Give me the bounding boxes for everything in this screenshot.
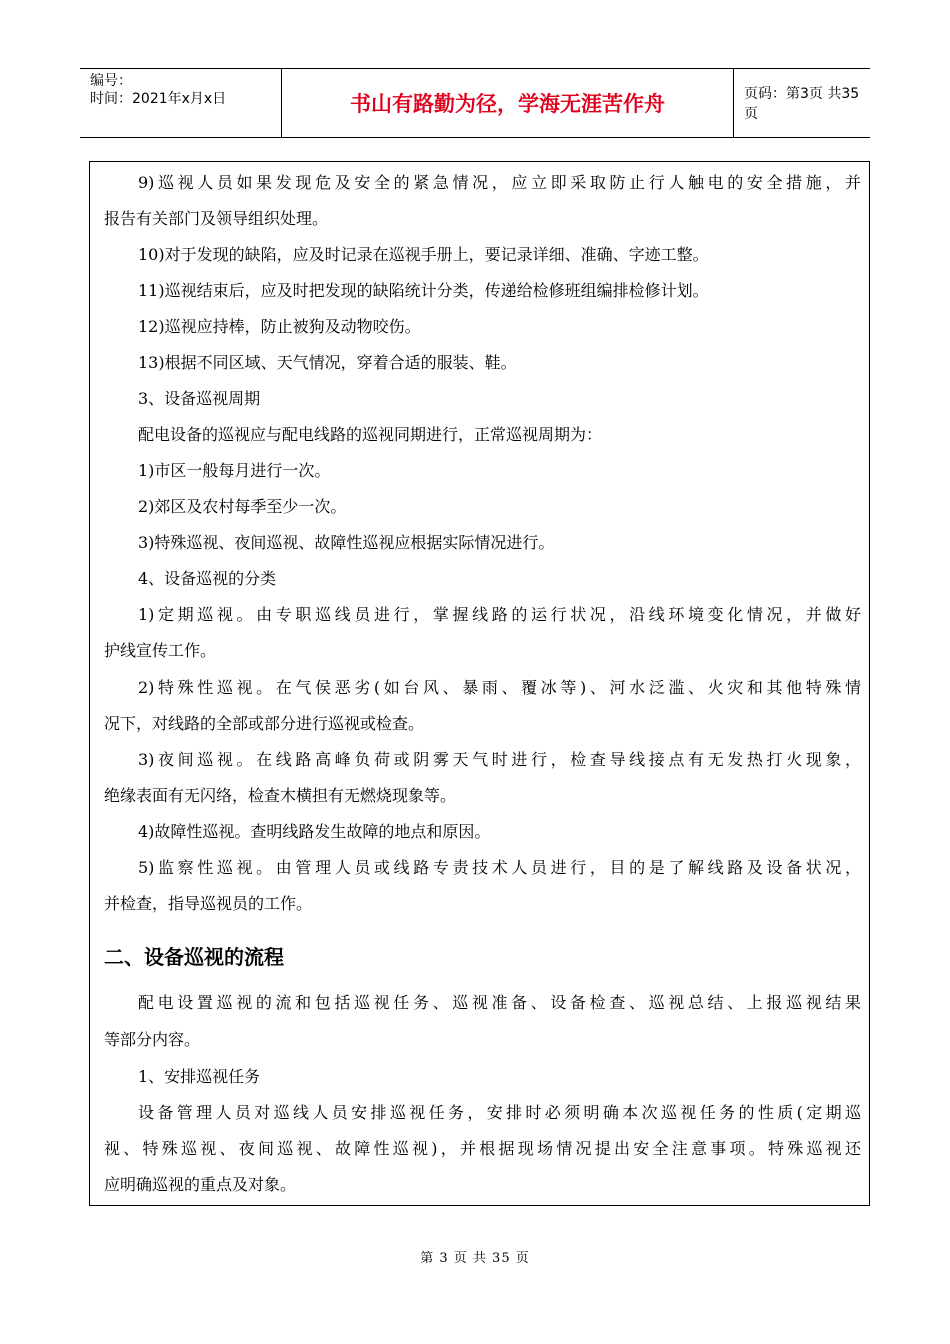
- paragraph: 配电设置巡视的流和包括巡视任务、巡视准备、设备检查、巡视总结、上报巡视结果: [138, 993, 861, 1012]
- doc-time: 时间：2021年x月x日: [90, 91, 227, 107]
- section-heading: 4、设备巡视的分类: [138, 569, 277, 588]
- list-item: 1)定期巡视。由专职巡线员进行，掌握线路的运行状况，沿线环境变化情况，并做好: [138, 605, 861, 624]
- list-item: 护线宣传工作。: [104, 641, 217, 660]
- paragraph: 等部分内容。: [104, 1030, 201, 1049]
- list-item: 并检查，指导巡视员的工作。: [104, 894, 313, 913]
- list-item: 况下，对线路的全部或部分进行巡视或检查。: [104, 714, 425, 733]
- header-meta: [80, 69, 281, 137]
- paragraph: 13)根据不同区域、天气情况，穿着合适的服装、鞋。: [138, 353, 517, 372]
- paragraph: 10)对于发现的缺陷，应及时记录在巡视手册上，要记录详细、准确、字迹工整。: [138, 245, 709, 264]
- paragraph: 11)巡视结束后，应及时把发现的缺陷统计分类，传递给检修班组编排检修计划。: [138, 281, 709, 300]
- doc-code-label: 编号：: [90, 73, 132, 89]
- list-item: 绝缘表面有无闪络，检查木横担有无燃烧现象等。: [104, 786, 457, 805]
- page-footer: 第 3 页 共 35 页: [420, 1251, 530, 1266]
- list-item: 5)监察性巡视。由管理人员或线路专责技术人员进行，目的是了解线路及设备状况，: [138, 858, 861, 877]
- paragraph: 报告有关部门及领导组织处理。: [104, 209, 329, 228]
- list-item: 4)故障性巡视。查明线路发生故障的地点和原因。: [138, 822, 491, 841]
- header-page-info: 页码：第3页 共35页: [744, 86, 860, 122]
- list-item: 1)市区一般每月进行一次。: [138, 461, 331, 480]
- paragraph: 9)巡视人员如果发现危及安全的紧急情况，应立即采取防止行人触电的安全措施，并: [138, 173, 861, 192]
- list-item: 3)夜间巡视。在线路高峰负荷或阴雾天气时进行，检查导线接点有无发热打火现象，: [138, 750, 861, 769]
- header-motto: 书山有路勤为径，学海无涯苦作舟: [281, 69, 734, 137]
- paragraph: 应明确巡视的重点及对象。: [104, 1175, 297, 1194]
- section-heading: 3、设备巡视周期: [138, 389, 261, 408]
- paragraph: 配电设备的巡视应与配电线路的巡视同期进行，正常巡视周期为：: [138, 425, 603, 444]
- page-header: [80, 68, 870, 138]
- paragraph: 视、特殊巡视、夜间巡视、故障性巡视)，并根据现场情况提出安全注意事项。特殊巡视还: [104, 1139, 861, 1158]
- list-item: 2)特殊性巡视。在气侯恶劣(如台风、暴雨、覆冰等)、河水泛滥、火灾和其他特殊情: [138, 678, 861, 697]
- list-item: 3)特殊巡视、夜间巡视、故障性巡视应根据实际情况进行。: [138, 533, 555, 552]
- chapter-heading: 二、设备巡视的流程: [104, 945, 284, 969]
- paragraph: 设备管理人员对巡线人员安排巡视任务，安排时必须明确本次巡视任务的性质(定期巡: [138, 1103, 861, 1122]
- list-item: 2)郊区及农村每季至少一次。: [138, 497, 347, 516]
- paragraph: 12)巡视应持棒，防止被狗及动物咬伤。: [138, 317, 421, 336]
- section-heading: 1、安排巡视任务: [138, 1067, 261, 1086]
